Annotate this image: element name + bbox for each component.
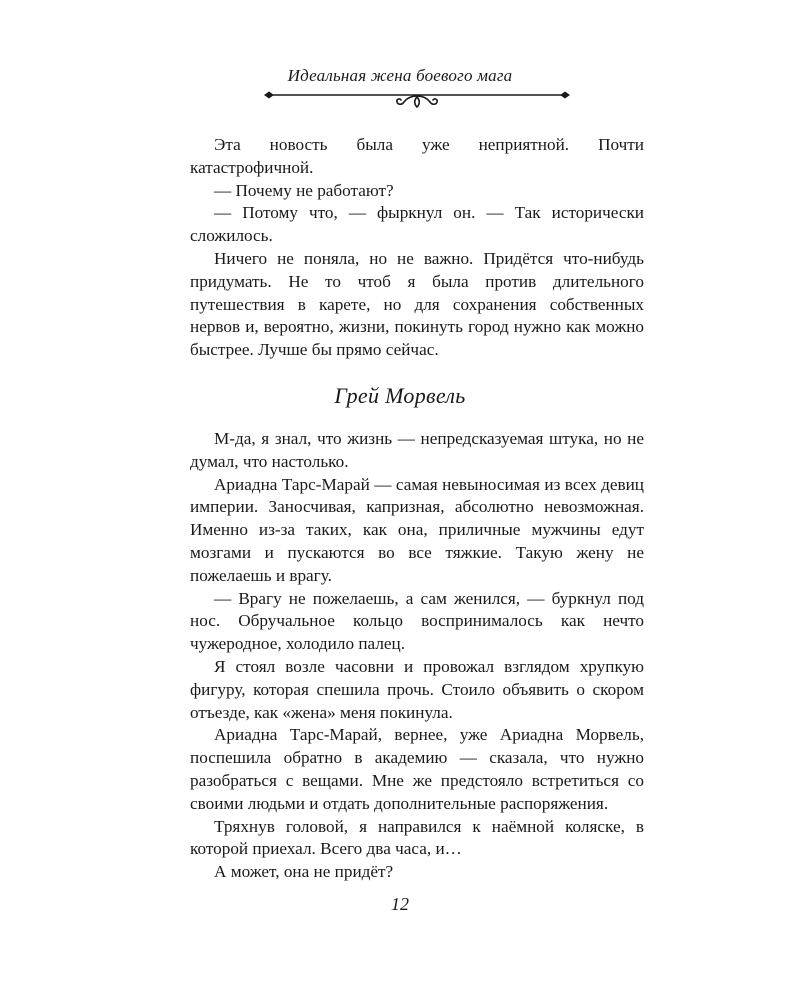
page-number: 12 xyxy=(391,894,409,914)
paragraph: Ариадна Тарс-Марай, вернее, уже Ариадна Морвель, поспешила обратно в академию — сказала, что нужно разобраться с вещами. Мне же предстояло встретиться со своими людьми и отдать дополнительные распоряжения. xyxy=(190,725,644,813)
paragraph: Эта новость была уже неприятной. Почти катастрофичной. xyxy=(190,135,644,177)
paragraph: — Почему не работают? xyxy=(214,180,394,200)
paragraph: М-да, я знал, что жизнь — непредсказуемая штука, но не думал, что настолько. xyxy=(190,429,644,471)
section-heading: Грей Морвель xyxy=(334,383,466,408)
paragraph: — Врагу не пожелаешь, а сам женился, — буркнул под нос. Обручальное кольцо воспринималось как нечто чужеродное, холодило палец. xyxy=(190,588,644,654)
paragraph: Ничего не поняла, но не важно. Придётся что-нибудь придумать. Не то чтоб я была против длительного путешествия в карете, но для сохранения собственных нервов и, вероятно, жизни, покинуть город нужно как можно быстрее. Лучше бы прямо сейчас. xyxy=(190,248,644,360)
header-ornament-divider xyxy=(262,84,572,110)
paragraph: Тряхнув головой, я направился к наёмной коляске, в которой приехал. Всего два часа, и… xyxy=(190,816,644,859)
paragraph: А может, она не придёт? xyxy=(214,862,394,882)
paragraph: Я стоял возле часовни и провожал взглядом хрупкую фигуру, которая спешила прочь. Стоило объявить о скором отъезде, как «жена» меня покинула. xyxy=(190,656,644,722)
text-block-before-heading xyxy=(190,134,644,362)
paragraph: — Потому что, — фыркнул он. — Так исторически сложилось. xyxy=(190,203,644,246)
text-block-after-heading xyxy=(190,428,644,884)
running-title: Идеальная жена боевого мага xyxy=(287,66,513,85)
paragraph: Ариадна Тарс-Марай — самая невыносимая из всех девиц империи. Заносчивая, капризная, абсолютно невозможная. Именно из-за таких, как она, приличные мужчины едут мозгами и пускаются во все тяжкие. Такую жену не пожелаешь и врагу. xyxy=(190,474,644,585)
